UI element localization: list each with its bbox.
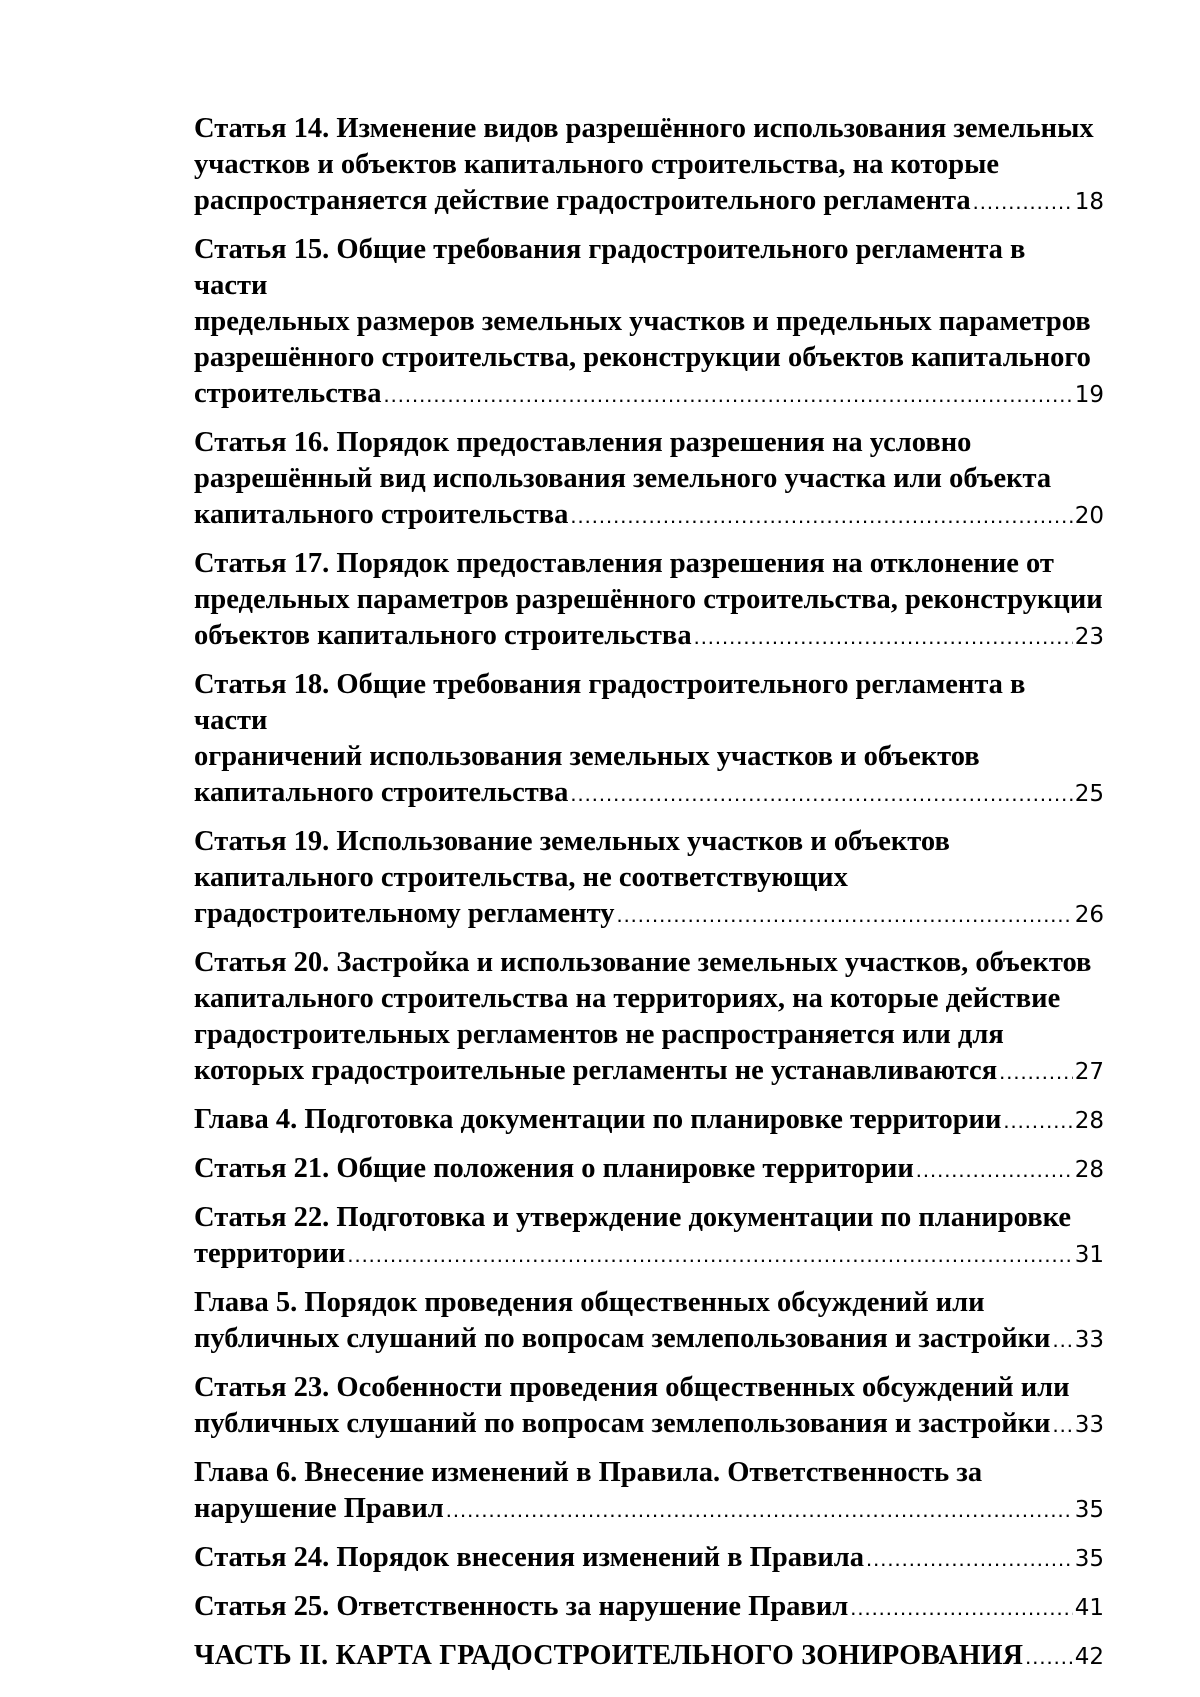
- toc-entry-last-line: [194, 376, 1104, 413]
- toc-page-number: 25: [1074, 781, 1104, 807]
- toc-entry-title-line: разрешённый вид использования земельного участка или объекта: [194, 463, 1052, 494]
- toc-entry[interactable]: [194, 1455, 1104, 1528]
- toc-entry-title-line: Статья 25. Ответственность за нарушение Правил: [194, 1591, 849, 1622]
- toc-entry-title-line: ЧАСТЬ II. КАРТА ГРАДОСТРОИТЕЛЬНОГО ЗОНИРОВАНИЯ: [194, 1640, 1024, 1671]
- toc-entry[interactable]: [194, 232, 1104, 413]
- toc-page-number: 23: [1074, 624, 1104, 650]
- toc-entry-last-line: [194, 183, 1104, 220]
- dot-leader: [973, 184, 1073, 220]
- toc-entry-title-line: Глава 4. Подготовка документации по планировке территории: [194, 1104, 1002, 1135]
- toc-entry-title-line: предельных параметров разрешённого строительства, реконструкции: [194, 584, 1103, 615]
- toc-entry[interactable]: [194, 667, 1104, 812]
- toc-page-number: 33: [1074, 1412, 1104, 1438]
- toc-entry[interactable]: [194, 1200, 1104, 1273]
- toc-entry[interactable]: [194, 1285, 1104, 1358]
- dot-leader: [384, 377, 1073, 413]
- toc-page-number: 26: [1074, 902, 1104, 928]
- table-of-contents: [194, 111, 1104, 1687]
- toc-page-number: 42: [1074, 1644, 1104, 1670]
- dot-leader: [850, 1590, 1072, 1626]
- dot-leader: [446, 1492, 1073, 1528]
- toc-entry-last-line: [194, 1589, 1104, 1626]
- toc-entry-last-line: [194, 1236, 1104, 1273]
- dot-leader: [1052, 1322, 1072, 1358]
- toc-entry-last-line: [194, 618, 1104, 655]
- toc-entry-last-line: [194, 1638, 1104, 1675]
- toc-entry[interactable]: [194, 546, 1104, 655]
- dot-leader: [1003, 1103, 1072, 1139]
- toc-entry-last-line: [194, 497, 1104, 534]
- toc-entry-title-line: Статья 18. Общие требования градостроительного регламента в части: [194, 669, 1026, 736]
- toc-entry-title-line: Глава 5. Порядок проведения общественных обсуждений или: [194, 1287, 985, 1318]
- dot-leader: [1052, 1407, 1072, 1443]
- dot-leader: [694, 619, 1073, 655]
- toc-page-number: 31: [1074, 1242, 1104, 1268]
- dot-leader: [570, 498, 1072, 534]
- toc-entry-title-line: градостроительному регламенту: [194, 898, 615, 929]
- toc-page-number: 28: [1074, 1157, 1104, 1183]
- dot-leader: [999, 1054, 1073, 1090]
- toc-entry-title-line: нарушение Правил: [194, 1493, 444, 1524]
- toc-entry-title-line: строительства: [194, 378, 382, 409]
- toc-entry[interactable]: [194, 111, 1104, 220]
- dot-leader: [570, 776, 1072, 812]
- toc-entry-title-line: разрешённого строительства, реконструкции объектов капитального: [194, 342, 1091, 373]
- toc-entry-title-line: градостроительных регламентов не распространяется или для: [194, 1019, 1004, 1050]
- toc-entry-title-line: Статья 22. Подготовка и утверждение документации по планировке: [194, 1202, 1071, 1233]
- toc-entry-last-line: [194, 1540, 1104, 1577]
- toc-entry[interactable]: [194, 1370, 1104, 1443]
- toc-entry-title-line: Статья 16. Порядок предоставления разрешения на условно: [194, 427, 972, 458]
- toc-entry[interactable]: [194, 1638, 1104, 1675]
- toc-entry[interactable]: [194, 945, 1104, 1090]
- toc-entry-last-line: [194, 1053, 1104, 1090]
- dot-leader: [866, 1541, 1073, 1577]
- toc-page-number: 35: [1074, 1497, 1104, 1523]
- toc-entry-title-line: Статья 20. Застройка и использование земельных участков, объектов: [194, 947, 1092, 978]
- toc-entry-last-line: [194, 1406, 1104, 1443]
- toc-page-number: 18: [1074, 189, 1104, 215]
- toc-page-number: 20: [1074, 503, 1104, 529]
- toc-entry-title-line: Глава 6. Внесение изменений в Правила. Ответственность за: [194, 1457, 983, 1488]
- toc-entry-title-line: Статья 14. Изменение видов разрешённого использования земельных: [194, 113, 1094, 144]
- toc-entry[interactable]: [194, 1102, 1104, 1139]
- toc-entry[interactable]: [194, 1589, 1104, 1626]
- toc-entry[interactable]: [194, 425, 1104, 534]
- toc-entry-title-line: капитального строительства, не соответствующих: [194, 862, 848, 893]
- toc-entry-title-line: Статья 19. Использование земельных участков и объектов: [194, 826, 950, 857]
- toc-entry-last-line: [194, 896, 1104, 933]
- toc-entry-title-line: Статья 15. Общие требования градостроительного регламента в части: [194, 234, 1026, 301]
- toc-entry-title-line: участков и объектов капитального строительства, на которые: [194, 149, 1000, 180]
- toc-entry-last-line: [194, 1102, 1104, 1139]
- dot-leader: [616, 897, 1072, 933]
- toc-entry[interactable]: [194, 824, 1104, 933]
- toc-entry-last-line: [194, 1491, 1104, 1528]
- toc-entry-title-line: капитального строительства на территориях, на которые действие: [194, 983, 1061, 1014]
- toc-entry-title-line: Статья 17. Порядок предоставления разрешения на отклонение от: [194, 548, 1054, 579]
- toc-entry-title-line: которых градостроительные регламенты не устанавливаются: [194, 1055, 998, 1086]
- toc-entry-last-line: [194, 1151, 1104, 1188]
- toc-entry-last-line: [194, 1321, 1104, 1358]
- toc-entry[interactable]: [194, 1540, 1104, 1577]
- toc-entry-title-line: распространяется действие градостроительного регламента: [194, 185, 971, 216]
- toc-entry-last-line: [194, 775, 1104, 812]
- dot-leader: [1025, 1639, 1073, 1675]
- toc-entry-title-line: публичных слушаний по вопросам землепользования и застройки: [194, 1323, 1051, 1354]
- toc-entry-title-line: предельных размеров земельных участков и предельных параметров: [194, 306, 1091, 337]
- toc-entry-title-line: Статья 21. Общие положения о планировке территории: [194, 1153, 914, 1184]
- dot-leader: [347, 1237, 1072, 1273]
- toc-entry-title-line: территории: [194, 1238, 346, 1269]
- toc-page-number: 27: [1074, 1059, 1104, 1085]
- toc-entry-title-line: Статья 23. Особенности проведения общественных обсуждений или: [194, 1372, 1070, 1403]
- toc-entry-title-line: публичных слушаний по вопросам землепользования и застройки: [194, 1408, 1051, 1439]
- toc-page-number: 35: [1074, 1546, 1104, 1572]
- toc-entry[interactable]: [194, 1151, 1104, 1188]
- toc-entry-title-line: ограничений использования земельных участков и объектов: [194, 741, 980, 772]
- toc-entry-title-line: объектов капитального строительства: [194, 620, 692, 651]
- toc-page-number: 19: [1074, 382, 1104, 408]
- toc-entry-title-line: Статья 24. Порядок внесения изменений в Правила: [194, 1542, 865, 1573]
- toc-page-number: 28: [1074, 1108, 1104, 1134]
- toc-entry-title-line: капитального строительства: [194, 499, 569, 530]
- toc-page-number: 41: [1074, 1595, 1104, 1621]
- toc-entry-title-line: капитального строительства: [194, 777, 569, 808]
- dot-leader: [916, 1152, 1073, 1188]
- toc-page-number: 33: [1074, 1327, 1104, 1353]
